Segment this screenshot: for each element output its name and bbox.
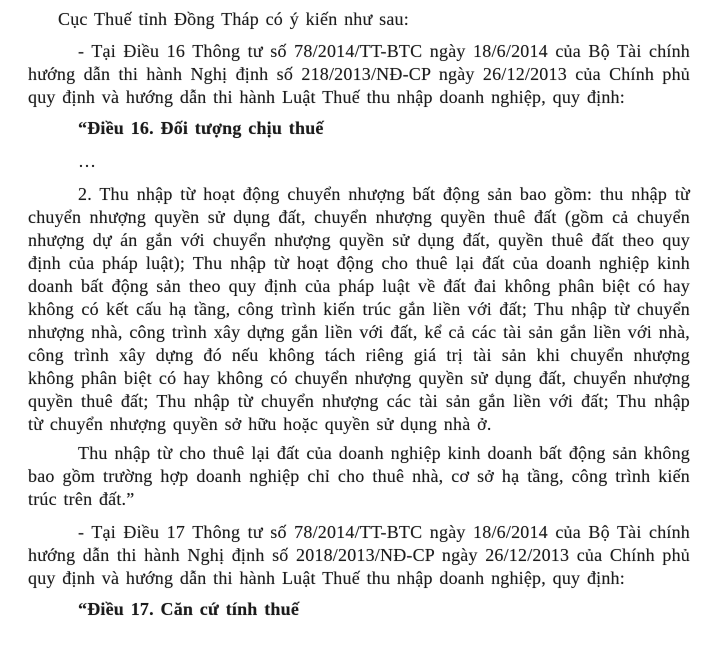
document-body (28, 8, 690, 621)
paragraph-citation-dieu-17: - Tại Điều 17 Thông tư số 78/2014/TT-BTC ngày 18/6/2014 của Bộ Tài chính hướng dẫn thi hành Nghị định số 2018/2013/NĐ-CP ngày 26/12/2013 của Chính phủ quy định và hướng dẫn thi hành Luật Thuế thu nhập doanh nghiệp, quy định: (28, 522, 690, 588)
paragraph-intro: Cục Thuế tỉnh Đồng Tháp có ý kiến như sau: (58, 9, 409, 29)
paragraph-quoted-clause-2: 2. Thu nhập từ hoạt động chuyển nhượng bất động sản bao gồm: thu nhập từ chuyển nhượng quyền sử dụng đất, chuyển nhượng quyền thuê đất (gồm cả chuyển nhượng dự án gắn với chuyển nhượng quyền sử dụng đất, quyền thuê đất theo quy định của pháp luật); Thu nhập từ hoạt động cho thuê lại đất của doanh nghiệp kinh doanh bất động sản theo quy định của pháp luật về đất đai không phân biệt có hay không có kết cấu hạ tầng, công trình kiến trúc gắn liền với đất; Thu nhập từ chuyển nhượng nhà, công trình xây dựng gắn liền với đất, kể cả các tài sản gắn liền với nhà, công trình xây dựng đó nếu không tách riêng giá trị tài sản khi chuyển nhượng không phân biệt có hay không có chuyển nhượng quyền sử dụng đất, chuyển nhượng quyền thuê đất; Thu nhập từ chuyển nhượng các tài sản gắn liền với đất; Thu nhập từ chuyển nhượng quyền sở hữu hoặc quyền sử dụng nhà ở. (28, 184, 690, 434)
paragraph-citation-dieu-16: - Tại Điều 16 Thông tư số 78/2014/TT-BTC ngày 18/6/2014 của Bộ Tài chính hướng dẫn thi hành Nghị định số 218/2013/NĐ-CP ngày 26/12/2013 của Chính phủ quy định và hướng dẫn thi hành Luật Thuế thu nhập doanh nghiệp, quy định: (28, 41, 690, 107)
article-heading-dieu-17: “Điều 17. Căn cứ tính thuế (78, 599, 300, 619)
ellipsis-line: … (78, 151, 97, 171)
paragraph-quoted-exclusion: Thu nhập từ cho thuê lại đất của doanh nghiệp kinh doanh bất động sản không bao gồm trường hợp doanh nghiệp chỉ cho thuê nhà, cơ sở hạ tầng, công trình kiến trúc trên đất.” (28, 443, 690, 509)
article-heading-dieu-16: “Điều 16. Đối tượng chịu thuế (78, 118, 324, 138)
